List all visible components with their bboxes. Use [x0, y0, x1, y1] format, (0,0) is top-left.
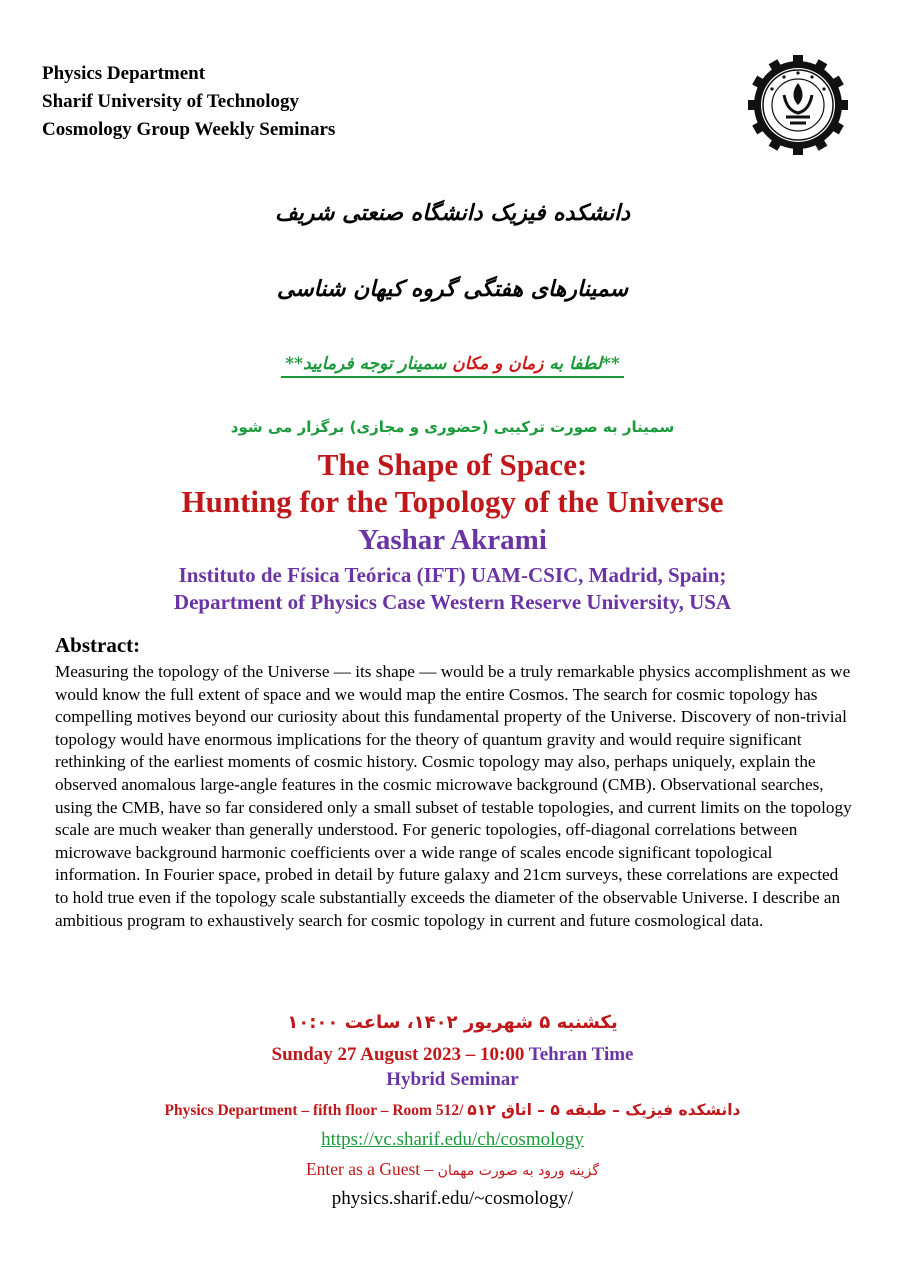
hybrid-notice-persian: سمینار به صورت ترکیبی (حضوری و مجازی) برگزار می شود [230, 418, 675, 436]
persian-seminar-series-title: سمینارهای هفتگی گروه کیهان شناسی [276, 276, 629, 302]
header-department: Physics Department [42, 63, 206, 84]
guest-instruction [0, 1159, 905, 1180]
hybrid-seminar-label: Hybrid Seminar [386, 1069, 519, 1090]
guest-instruction-persian: گزینه ورود به صورت مهمان [437, 1163, 600, 1179]
meeting-link[interactable]: https://vc.sharif.edu/ch/cosmology [321, 1129, 584, 1150]
affiliation-1: Instituto de Física Teórica (IFT) UAM-CSIC, Madrid, Spain; [178, 563, 727, 587]
date-english-date: Sunday 27 August 2023 – 10:00 [271, 1044, 525, 1065]
abstract-text: Measuring the topology of the Universe — its shape — would be a truly remarkable physics accomplishment as we would know the full extent of space and we would map the entire Cosmos. The search for cosmic topology has compelling motives beyond our curiosity about this fundamental property of the Universe. Discovery of non-trivial topology would have enormous implications for the theory of quantum gravity and would require significant rethinking of the earliest moments of cosmic history. Cosmic topology may also, perhaps uniquely, explain the observed anomalous large-angle features in the cosmic microwave background (CMB). Observational searches, using the CMB, have so far considered only a small subset of testable topologies, and current limits on the topology scale are much weaker than generally understood. For generic topologies, off-diagonal correlations between microwave background harmonic coefficients over a wide range of scales encode significant topological information. In Fourier space, probed in detail by future galaxy and 21cm surveys, these correlations are expected to hold true even if the topology scale substantially exceeds the diameter of the observable Universe. I describe an ambitious program to exhaustively search for cosmic topology in current and future cosmological data. [55, 662, 852, 930]
department-header [42, 60, 335, 144]
location-persian: دانشکده فیزیک – طبقه ۵ – اتاق ۵۱۲ [467, 1101, 741, 1119]
notice-suffix: سمینار توجه فرمایید** [285, 354, 453, 374]
guest-instruction-english: Enter as a Guest – [305, 1159, 438, 1179]
location [0, 1101, 905, 1120]
group-website: physics.sharif.edu/~cosmology/ [331, 1188, 574, 1209]
sharif-university-seal-icon [748, 55, 848, 155]
affiliation-2: Department of Physics Case Western Reserve University, USA [173, 590, 732, 614]
abstract-heading: Abstract: [55, 633, 141, 657]
talk-title-line2: Hunting for the Topology of the Universe [181, 484, 724, 519]
date-english-zone: Tehran Time [524, 1044, 634, 1065]
date-english [0, 1044, 905, 1066]
notice-highlight: زمان و مکان [452, 354, 544, 374]
location-english: Physics Department – fifth floor – Room 512/ [164, 1102, 468, 1119]
speaker-name: Yashar Akrami [358, 524, 547, 556]
header-university: Sharif University of Technology [42, 91, 300, 112]
meeting-link-row [0, 1129, 905, 1151]
notice-prefix: **لطفا به [543, 354, 620, 374]
time-place-notice [0, 354, 905, 378]
header-seminar-series: Cosmology Group Weekly Seminars [42, 119, 336, 140]
talk-title-line1: The Shape of Space: [317, 447, 588, 482]
persian-faculty-title: دانشکده فیزیک دانشگاه صنعتی شریف [274, 200, 631, 226]
date-persian: یکشنبه ۵ شهریور ۱۴۰۲، ساعت ۱۰:۰۰ [287, 1012, 618, 1033]
